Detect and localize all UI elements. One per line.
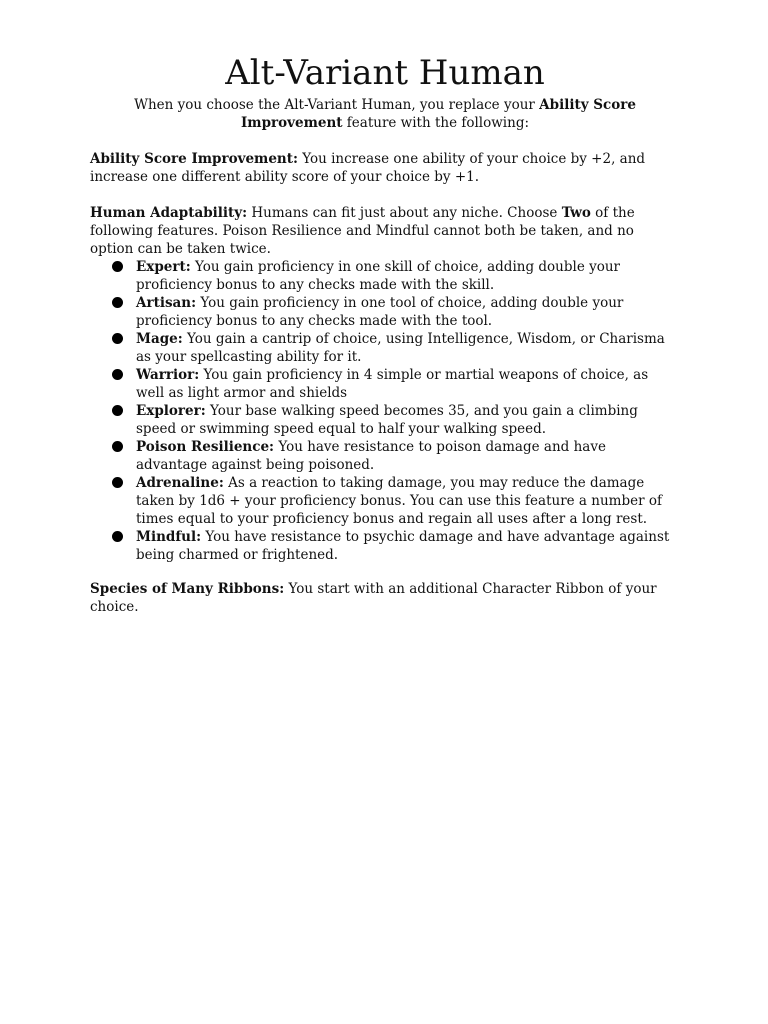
- list-item-artisan: [90, 294, 680, 330]
- intro-paragraph: [90, 96, 680, 132]
- adaptability-paragraph: [90, 204, 680, 258]
- ability-score-label: Ability Score Improvement:: [90, 151, 298, 167]
- feature-text: You have resistance to psychic damage and have advantage against being charmed or frightened.: [136, 529, 670, 563]
- list-item-expert: [90, 258, 680, 294]
- intro-text-before: When you choose the Alt-Variant Human, you replace your: [134, 97, 540, 113]
- bullet-icon: [112, 531, 123, 542]
- feature-text: You gain proficiency in one tool of choice, adding double your proficiency bonus to any checks made with the tool.: [136, 295, 624, 329]
- feature-label: Adrenaline:: [136, 475, 224, 491]
- feature-label: Poison Resilience:: [136, 439, 275, 455]
- feature-text: As a reaction to taking damage, you may reduce the damage taken by 1d6 + your proficiency bonus. You can use this feature a number of times equal to your proficiency bonus and regain all uses after a long rest.: [136, 475, 662, 527]
- feature-text: You have resistance to poison damage and have advantage against being poisoned.: [136, 439, 606, 473]
- feature-text: You gain a cantrip of choice, using Intelligence, Wisdom, or Charisma as your spellcasting ability for it.: [136, 331, 665, 365]
- intro-text-bold: Ability Score Improvement: [240, 97, 636, 131]
- list-item-mindful: [90, 528, 680, 564]
- feature-text: You gain proficiency in 4 simple or martial weapons of choice, as well as light armor and shields: [136, 367, 649, 401]
- adaptability-text-after: of the following features. Poison Resilience and Mindful cannot both be taken, and no option can be taken twice.: [90, 205, 635, 257]
- feature-label: Expert:: [136, 259, 191, 275]
- intro-text-after: feature with the following:: [342, 115, 530, 131]
- feature-label: Artisan:: [136, 295, 197, 311]
- list-item-mage: [90, 330, 680, 366]
- list-item-explorer: [90, 402, 680, 438]
- ability-score-text: You increase one ability of your choice by +2, and increase one different ability score of your choice by +1.: [90, 151, 646, 185]
- feature-label: Explorer:: [136, 403, 206, 419]
- bullet-icon: [112, 297, 123, 308]
- ability-score-paragraph: [90, 150, 680, 186]
- feature-label: Mage:: [136, 331, 183, 347]
- bullet-icon: [112, 477, 123, 488]
- feature-text: You gain proficiency in one skill of choice, adding double your proficiency bonus to any checks made with the skill.: [136, 259, 621, 293]
- bullet-icon: [112, 441, 123, 452]
- bullet-icon: [112, 369, 123, 380]
- ribbons-paragraph: [90, 580, 680, 616]
- bullet-icon: [112, 333, 123, 344]
- feature-label: Mindful:: [136, 529, 202, 545]
- bullet-icon: [112, 261, 123, 272]
- list-item-poison-resilience: [90, 438, 680, 474]
- list-item-warrior: [90, 366, 680, 402]
- adaptability-text-bold: Two: [561, 205, 591, 221]
- feature-label: Warrior:: [136, 367, 200, 383]
- bullet-icon: [112, 405, 123, 416]
- adaptability-label: Human Adaptability:: [90, 205, 248, 221]
- adaptability-text-before: Humans can fit just about any niche. Choose: [247, 205, 562, 221]
- page-title: Alt-Variant Human: [225, 53, 545, 93]
- feature-list: [90, 258, 680, 564]
- ribbons-text: You start with an additional Character Ribbon of your choice.: [90, 581, 657, 615]
- feature-text: Your base walking speed becomes 35, and you gain a climbing speed or swimming speed equal to half your walking speed.: [136, 403, 638, 437]
- document-page: [90, 52, 680, 616]
- ribbons-label: Species of Many Ribbons:: [90, 581, 285, 597]
- list-item-adrenaline: [90, 474, 680, 528]
